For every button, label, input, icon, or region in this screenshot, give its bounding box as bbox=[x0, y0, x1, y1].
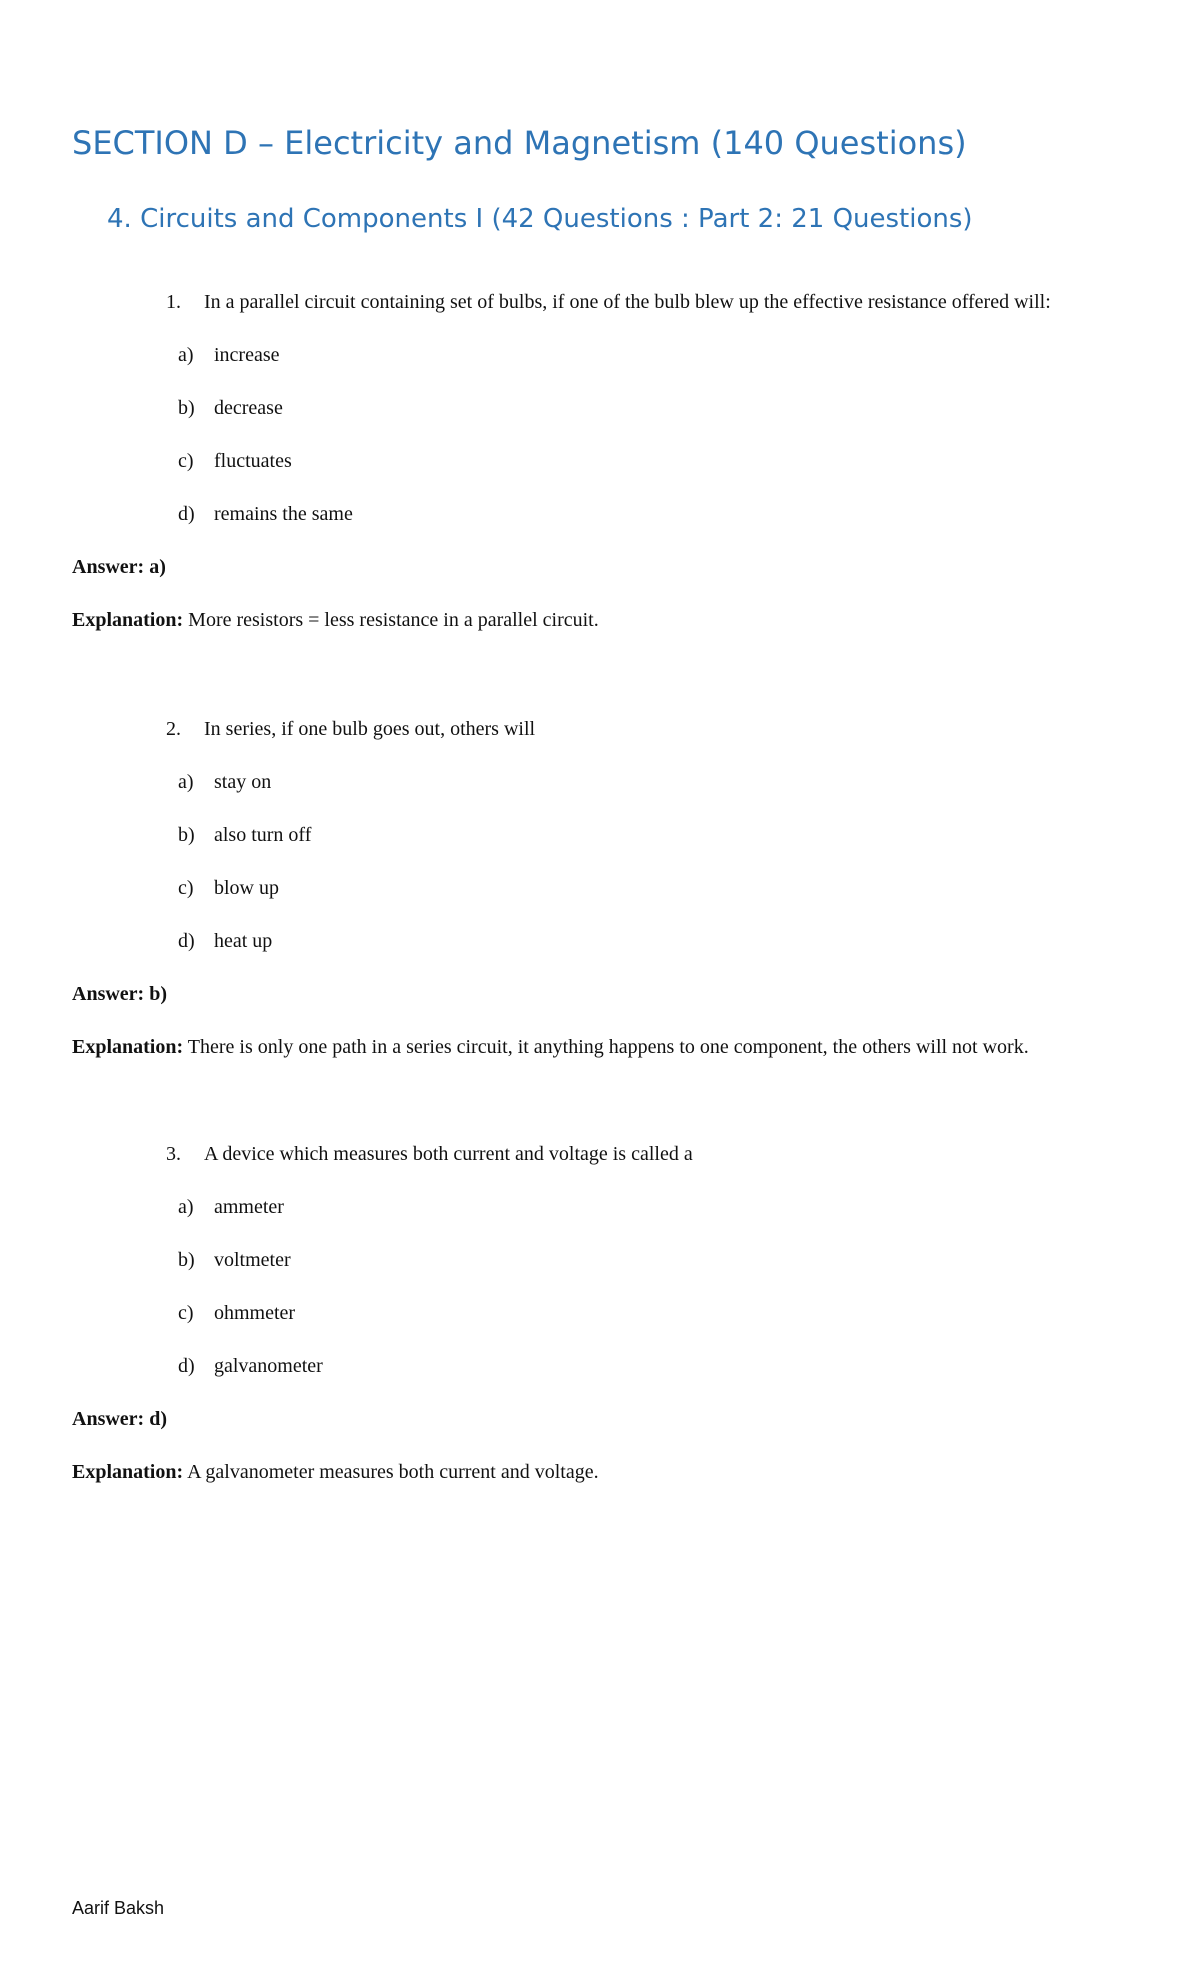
question-number: 1. bbox=[166, 291, 181, 313]
explanation-label: Explanation: bbox=[72, 1036, 184, 1058]
question-text: A device which measures both current and voltage is called a bbox=[204, 1143, 693, 1165]
question-3-explanation bbox=[72, 1461, 599, 1484]
question-2-answer: Answer: b) bbox=[72, 983, 167, 1005]
option-text: blow up bbox=[214, 877, 279, 899]
option-text: remains the same bbox=[214, 503, 353, 525]
explanation-label: Explanation: bbox=[72, 1461, 184, 1483]
question-3-option-c bbox=[178, 1302, 295, 1325]
option-letter: b) bbox=[178, 1249, 195, 1271]
question-2-option-c bbox=[178, 877, 279, 900]
option-letter: d) bbox=[178, 1355, 195, 1377]
question-1-answer: Answer: a) bbox=[72, 556, 166, 578]
option-letter: c) bbox=[178, 877, 194, 899]
option-text: stay on bbox=[214, 771, 272, 793]
option-text: galvanometer bbox=[214, 1355, 323, 1377]
option-letter: c) bbox=[178, 1302, 194, 1324]
question-2-explanation bbox=[72, 1036, 1029, 1059]
question-3-option-a bbox=[178, 1196, 284, 1219]
question-number: 2. bbox=[166, 718, 181, 740]
option-letter: a) bbox=[178, 1196, 194, 1218]
option-letter: b) bbox=[178, 824, 195, 846]
option-letter: d) bbox=[178, 503, 195, 525]
option-text: increase bbox=[214, 344, 280, 366]
footer-author: Aarif Baksh bbox=[72, 1898, 165, 1918]
question-3-option-b bbox=[178, 1249, 291, 1272]
subsection-title: 4. Circuits and Components I (42 Questions : Part 2: 21 Questions) bbox=[107, 204, 973, 234]
option-letter: c) bbox=[178, 450, 194, 472]
option-text: decrease bbox=[214, 397, 283, 419]
question-number: 3. bbox=[166, 1143, 181, 1165]
question-1-option-b bbox=[178, 397, 283, 420]
explanation-text: A galvanometer measures both current and voltage. bbox=[187, 1461, 599, 1483]
explanation-text: More resistors = less resistance in a parallel circuit. bbox=[188, 609, 599, 631]
question-text: In a parallel circuit containing set of bulbs, if one of the bulb blew up the effective resistance offered will: bbox=[204, 291, 1051, 313]
explanation-text: There is only one path in a series circuit, it anything happens to one component, the others will not work. bbox=[187, 1036, 1029, 1058]
question-2-option-d bbox=[178, 930, 272, 953]
option-text: also turn off bbox=[214, 824, 312, 846]
explanation-label: Explanation: bbox=[72, 609, 184, 631]
question-2 bbox=[166, 718, 535, 741]
question-1-explanation bbox=[72, 609, 599, 632]
question-1-option-a bbox=[178, 344, 280, 367]
option-text: ammeter bbox=[214, 1196, 284, 1218]
option-letter: d) bbox=[178, 930, 195, 952]
option-text: voltmeter bbox=[214, 1249, 291, 1271]
question-2-option-b bbox=[178, 824, 311, 847]
question-1 bbox=[166, 291, 1051, 314]
option-text: heat up bbox=[214, 930, 273, 952]
question-3-answer: Answer: d) bbox=[72, 1408, 167, 1430]
option-text: ohmmeter bbox=[214, 1302, 296, 1324]
section-title: SECTION D – Electricity and Magnetism (140 Questions) bbox=[72, 124, 967, 162]
question-3 bbox=[166, 1143, 693, 1166]
option-letter: b) bbox=[178, 397, 195, 419]
question-1-option-d bbox=[178, 503, 353, 526]
option-letter: a) bbox=[178, 771, 194, 793]
question-text: In series, if one bulb goes out, others will bbox=[204, 718, 536, 740]
option-letter: a) bbox=[178, 344, 194, 366]
question-1-option-c bbox=[178, 450, 292, 473]
option-text: fluctuates bbox=[214, 450, 292, 472]
question-3-option-d bbox=[178, 1355, 323, 1378]
question-2-option-a bbox=[178, 771, 271, 794]
